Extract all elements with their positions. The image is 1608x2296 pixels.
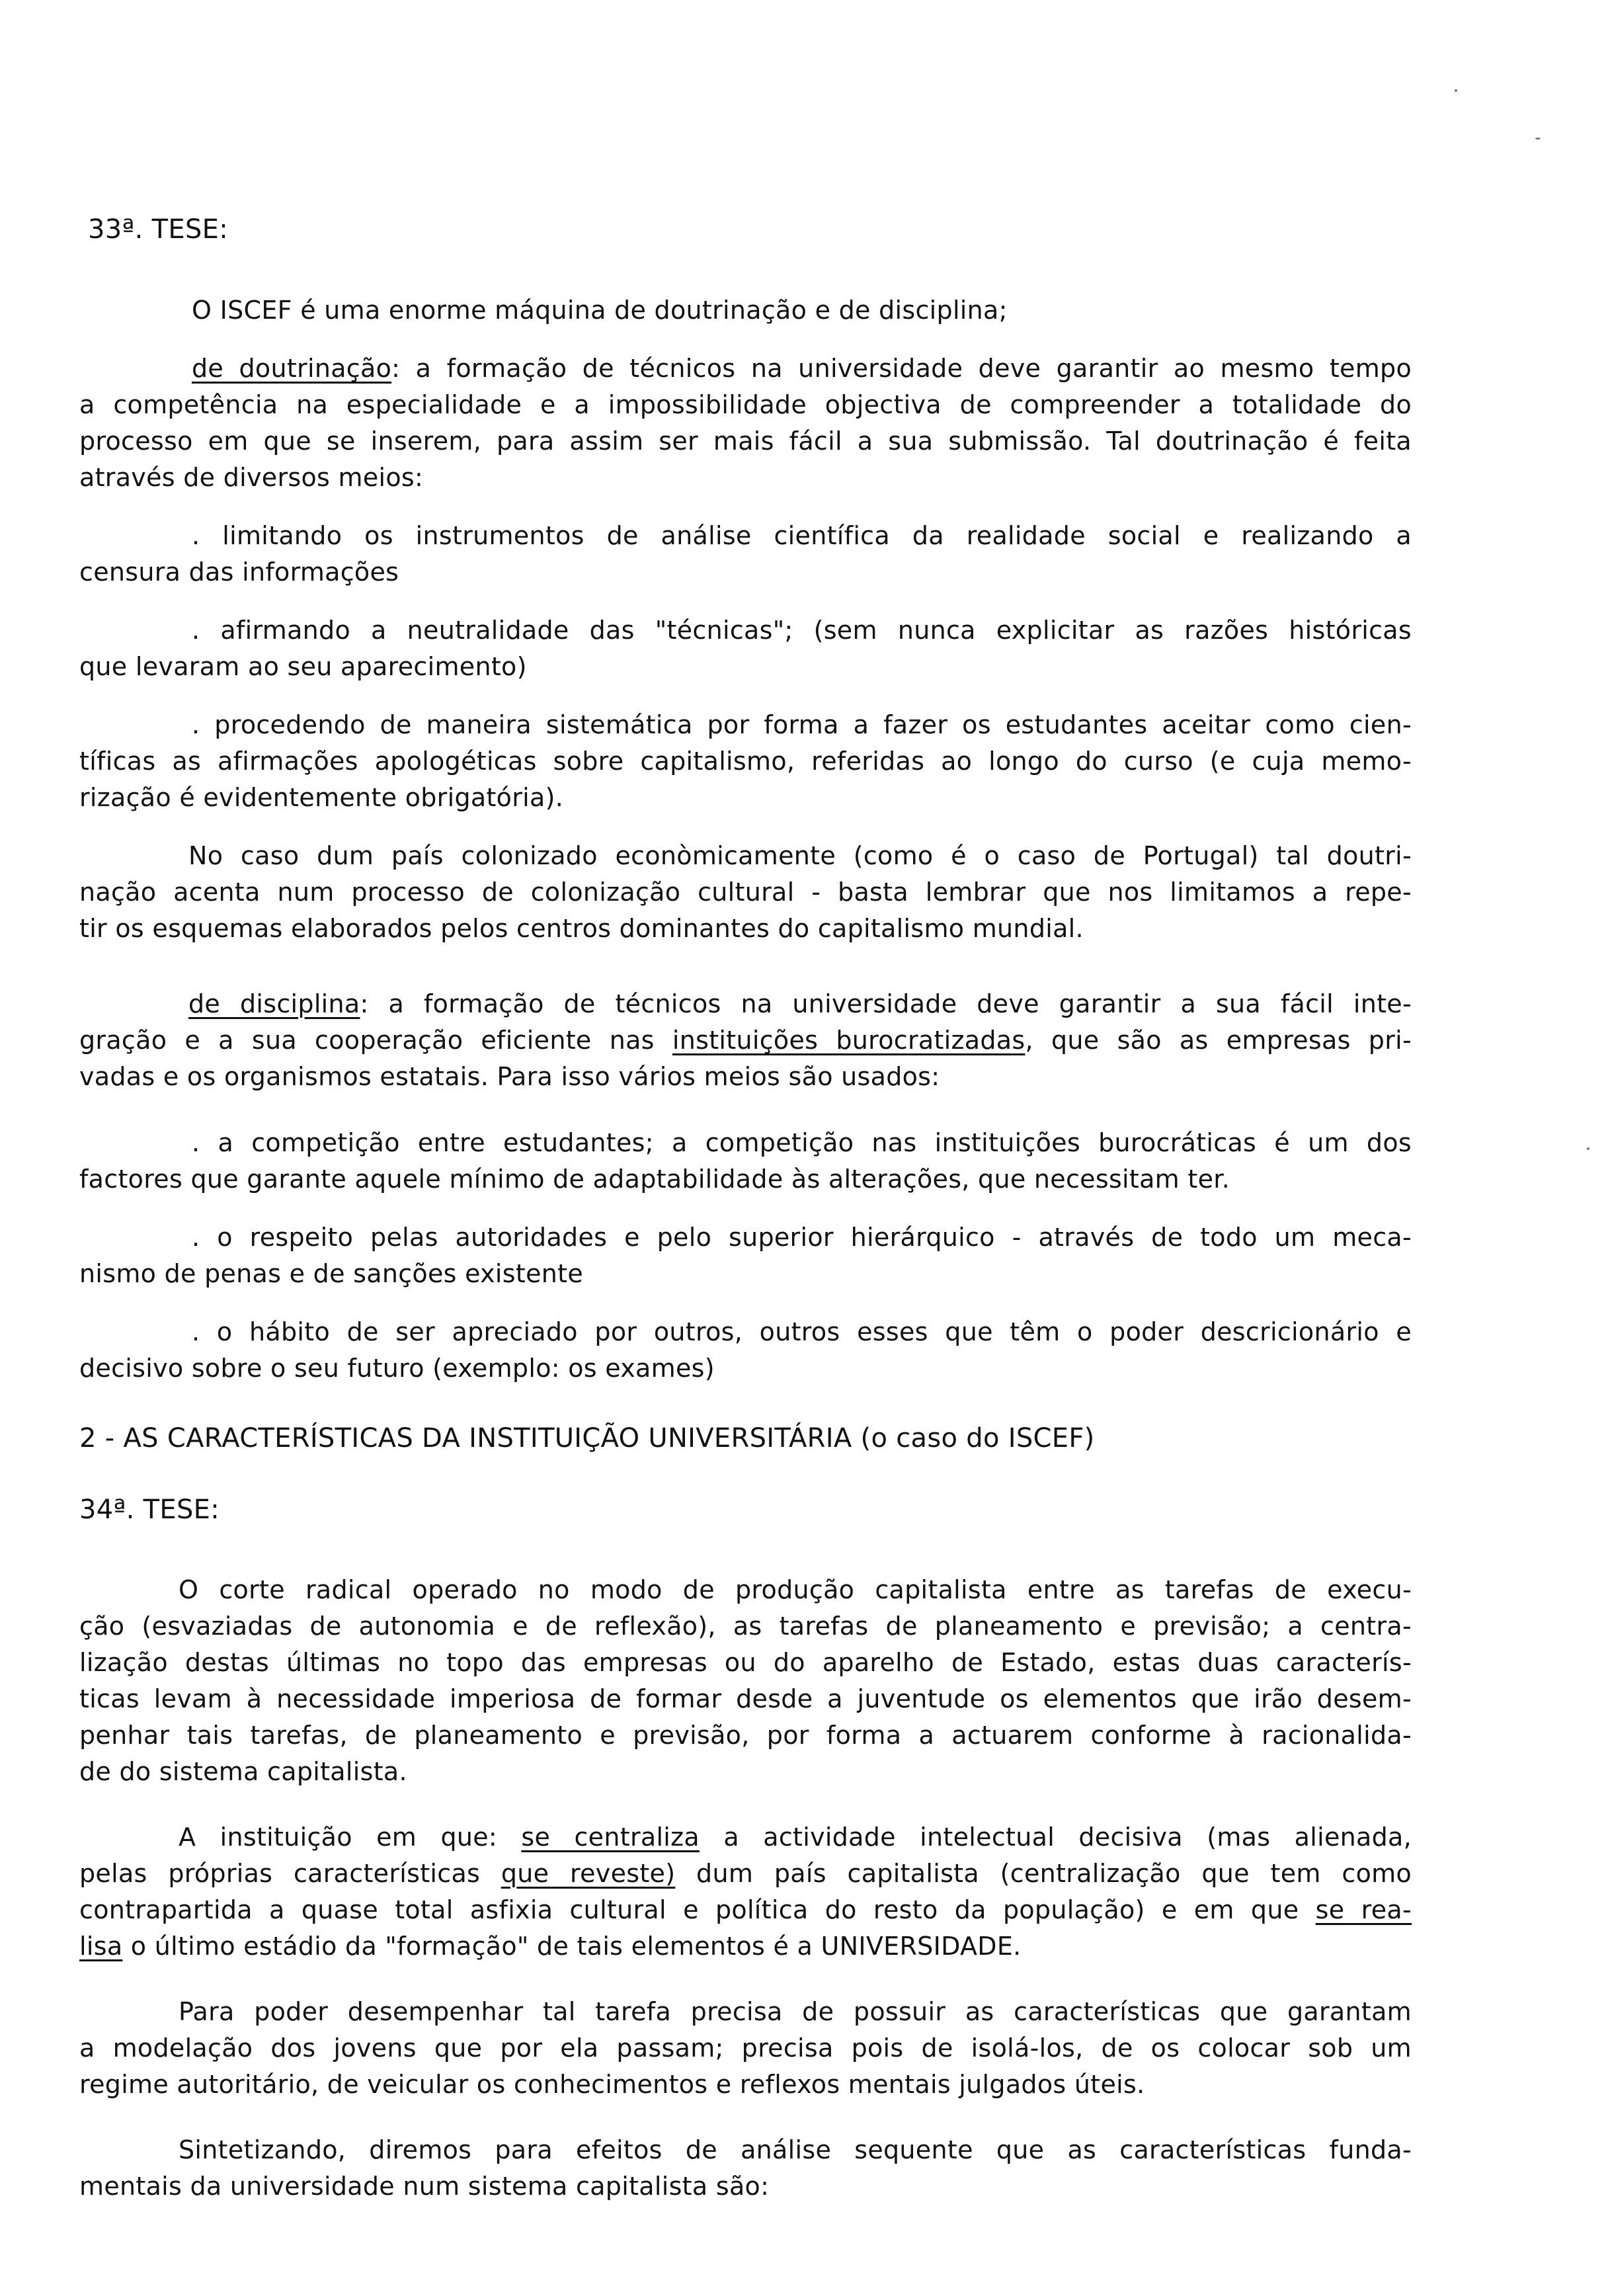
doutrinacao-line-4: através de diversos meios: — [79, 463, 424, 492]
se-centraliza-underlined: se centraliza — [521, 1823, 700, 1852]
p2-line-1: A instituição em que: se centraliza a actividade intelectual decisiva (mas alienada, — [179, 1823, 1412, 1852]
doutrinacao-line-3: processo em que se inserem, para assim ser mais fácil a sua submissão. Tal doutrinação é feita — [79, 427, 1412, 456]
disciplina-line-3: vadas e os organismos estatais. Para isso vários meios são usados: — [79, 1062, 940, 1091]
lisa-underlined: lisa — [79, 1932, 123, 1961]
scan-speck — [1535, 138, 1541, 140]
p4-line-1: Sintetizando, diremos para efeitos de análise sequente que as características funda- — [179, 2135, 1412, 2164]
item-1-line-1: . limitando os instrumentos de análise científica da realidade social e realizando a — [192, 521, 1412, 550]
item-3-line-2: tíficas as afirmações apologéticas sobre capitalismo, referidas ao longo do curso (e cuja memo- — [79, 747, 1412, 776]
item-3-line-1: . procedendo de maneira sistemática por forma a fazer os estudantes aceitar como cien- — [192, 710, 1412, 739]
disciplina-term: de disciplina — [188, 989, 360, 1018]
item-2-line-2: que levaram ao seu aparecimento) — [79, 652, 527, 681]
tese-34-heading: 34ª. TESE: — [79, 1495, 220, 1525]
disciplina-line-1: de disciplina: a formação de técnicos na universidade deve garantir a sua fácil inte- — [188, 989, 1412, 1018]
instituicoes-burocratizadas-underlined: instituições burocratizadas — [672, 1026, 1025, 1055]
item-1-line-2: censura das informações — [79, 557, 399, 587]
section-2-heading: 2 - AS CARACTERÍSTICAS DA INSTITUIÇÃO UNIVERSITÁRIA (o caso do ISCEF) — [79, 1423, 1095, 1454]
disciplina-line-2: gração e a sua cooperação eficiente nas instituições burocratizadas, que são as empresas pri- — [79, 1026, 1412, 1055]
p1-line-2: ção (esvaziadas de autonomia e de reflexão), as tarefas de planeamento e previsão; a centra- — [79, 1612, 1412, 1641]
tese-33-intro: O ISCEF é uma enorme máquina de doutrinação e de disciplina; — [192, 296, 1008, 325]
p2-line-4: lisa o último estádio da "formação" de tais elementos é a UNIVERSIDADE. — [79, 1932, 1022, 1961]
item-3-line-3: rização é evidentemente obrigatória). — [79, 783, 564, 812]
colonizado-line-1: No caso dum país colonizado econòmicamente (como é o caso de Portugal) tal doutri- — [188, 841, 1412, 870]
scan-speck — [1455, 89, 1457, 92]
p1-line-1: O corte radical operado no modo de produção capitalista entre as tarefas de execu- — [179, 1575, 1412, 1604]
doutrinacao-term: de doutrinação — [192, 354, 392, 383]
item-4-line-2: factores que garante aquele mínimo de adaptabilidade às alterações, que necessitam ter. — [79, 1165, 1230, 1194]
tese-33-heading: 33ª. TESE: — [88, 214, 229, 245]
p2-line-2: pelas próprias características que reveste) dum país capitalista (centralização que tem como — [79, 1859, 1412, 1888]
item-6-line-1: . o hábito de ser apreciado por outros, outros esses que têm o poder descricionário e — [192, 1317, 1412, 1346]
item-4-line-1: . a competição entre estudantes; a competição nas instituições burocráticas é um dos — [192, 1128, 1412, 1157]
p1-line-4: ticas levam à necessidade imperiosa de formar desde a juventude os elementos que irão desem- — [79, 1684, 1412, 1713]
p3-line-3: regime autoritário, de veicular os conhecimentos e reflexos mentais julgados úteis. — [79, 2070, 1145, 2099]
p1-line-5: penhar tais tarefas, de planeamento e previsão, por forma a actuarem conforme à racionalida- — [79, 1721, 1412, 1750]
colonizado-line-2: nação acenta num processo de colonização cultural - basta lembrar que nos limitamos a repe- — [79, 878, 1412, 907]
se-rea-underlined: se rea- — [1315, 1895, 1412, 1924]
item-5-line-2: nismo de penas e de sanções existente — [79, 1259, 584, 1288]
item-2-line-1: . afirmando a neutralidade das "técnicas"; (sem nunca explicitar as razões históricas — [192, 616, 1412, 645]
p4-line-2: mentais da universidade num sistema capitalista são: — [79, 2172, 770, 2201]
colonizado-line-3: tir os esquemas elaborados pelos centros dominantes do capitalismo mundial. — [79, 914, 1084, 943]
item-5-line-1: . o respeito pelas autoridades e pelo superior hierárquico - através de todo um meca- — [192, 1223, 1412, 1252]
doutrinacao-line-2: a competência na especialidade e a impossibilidade objectiva de compreender a totalidade do — [79, 390, 1412, 419]
p3-line-2: a modelação dos jovens que por ela passam; precisa pois de isolá-los, de os colocar sob um — [79, 2033, 1412, 2063]
doutrinacao-line-1: de doutrinação: a formação de técnicos na universidade deve garantir ao mesmo tempo — [192, 354, 1412, 383]
p1-line-6: de do sistema capitalista. — [79, 1757, 407, 1786]
p1-line-3: lização destas últimas no topo das empresas ou do aparelho de Estado, estas duas caracterís- — [79, 1648, 1412, 1677]
scan-speck — [1587, 1147, 1589, 1150]
p2-line-3: contrapartida a quase total asfixia cultural e política do resto da população) e em que se rea- — [79, 1895, 1412, 1924]
que-reveste-underlined: que reveste) — [501, 1859, 676, 1888]
p3-line-1: Para poder desempenhar tal tarefa precisa de possuir as características que garantam — [179, 1997, 1412, 2026]
item-6-line-2: decisivo sobre o seu futuro (exemplo: os exames) — [79, 1354, 715, 1383]
